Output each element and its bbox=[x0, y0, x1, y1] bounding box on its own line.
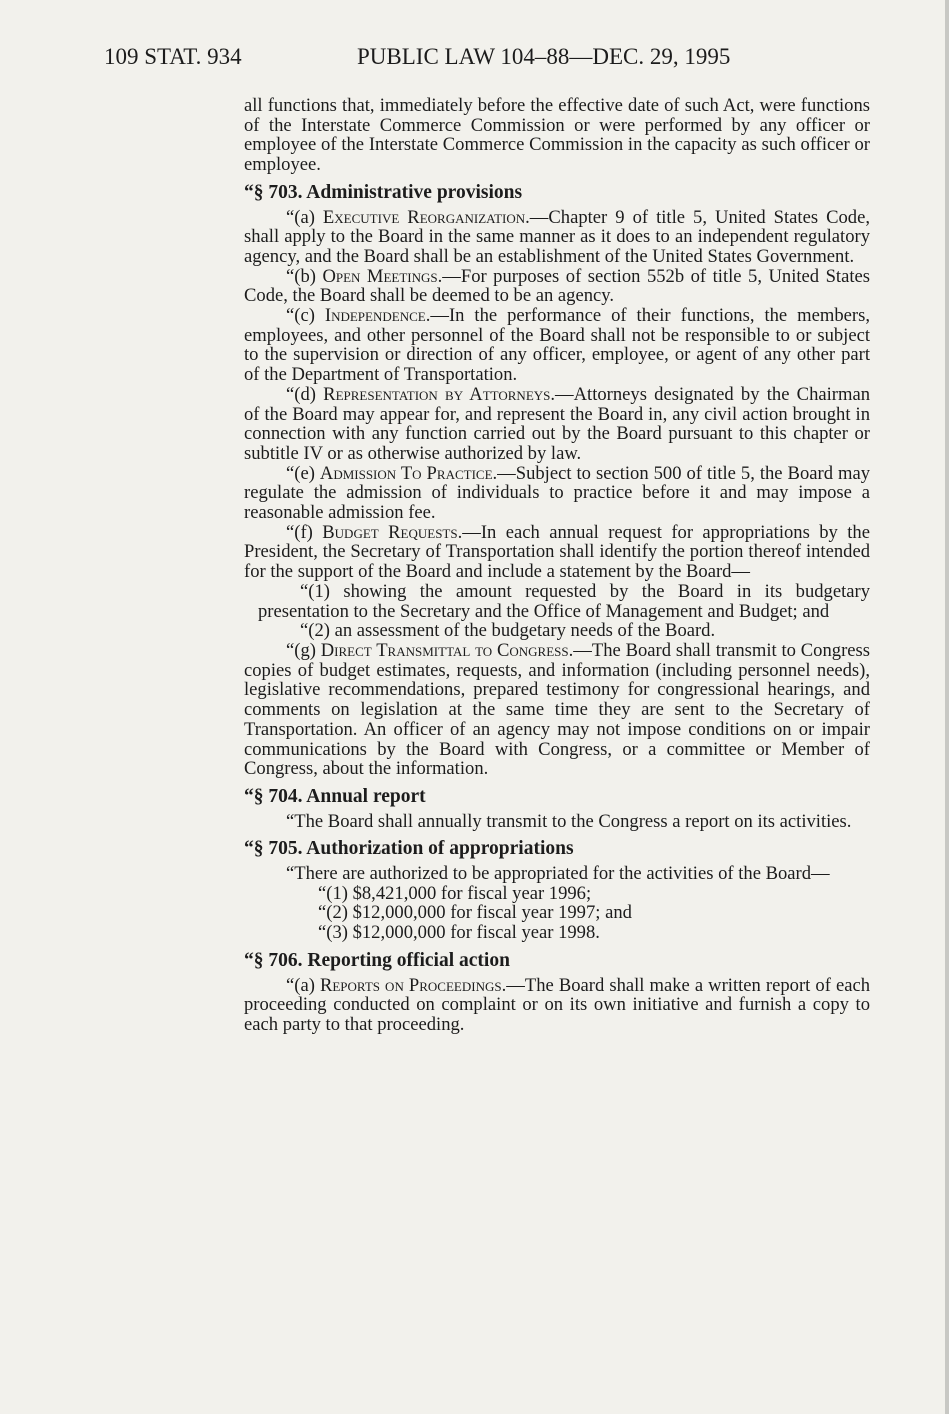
subsection-number: “(c) bbox=[286, 305, 315, 327]
section-706-heading: “§ 706. Reporting official action bbox=[244, 949, 510, 971]
subsection-text: —Chapter 9 of title 5, United States Code, shall apply to the Board in the same manner as it does to an independent regulatory agency, and the Board shall be an establishment of the United States Government. bbox=[244, 206, 870, 267]
subsection-number: “(b) bbox=[286, 265, 316, 287]
section-703-f-paragraph-2: “(2) an assessment of the budgetary needs of the Board. bbox=[300, 620, 716, 642]
section-704-text: “The Board shall annually transmit to the Congress a report on its activities. bbox=[286, 810, 852, 832]
section-703-e bbox=[244, 464, 870, 523]
document-body bbox=[244, 96, 870, 1035]
appropriation-item: “(3) $12,000,000 for fiscal year 1998. bbox=[318, 922, 600, 944]
subsection-heading: Direct Transmittal to Congress. bbox=[320, 639, 574, 661]
subsection-text: —For purposes of section 552b of title 5, United States Code, the Board shall be deemed to be an agency. bbox=[244, 265, 870, 307]
intro-paragraph: all functions that, immediately before the effective date of such Act, were functions of the Interstate Commerce Commission or were performed by any officer or employee of the Interstate Commerce Commission in the capacity as such officer or employee. bbox=[244, 95, 870, 176]
section-703-f-paragraph-1: “(1) showing the amount requested by the Board in its budgetary presentation to the Secretary and the Office of Management and Budget; and bbox=[258, 580, 870, 622]
subsection-number: “(d) bbox=[286, 383, 316, 405]
subsection-heading: Budget Requests. bbox=[322, 521, 463, 543]
section-703-heading: “§ 703. Administrative provisions bbox=[244, 181, 523, 203]
subsection-text: —The Board shall transmit to Congress copies of budget estimates, requests, and information (including personnel needs), legislative recommendations, prepared testimony for congressional hearings, and comments on legislation at the same time they are sent to the Secretary of Transportation. An officer of an agency may not impose conditions on or impair communications by the Board with Congress, or a committee or Member of Congress, about the information. bbox=[244, 639, 870, 780]
subsection-heading: Independence. bbox=[324, 305, 431, 327]
subsection-number: “(a) bbox=[286, 974, 315, 996]
page-edge bbox=[945, 0, 949, 1414]
statute-page-number: 109 STAT. 934 bbox=[104, 44, 242, 69]
subsection-number: “(e) bbox=[286, 462, 315, 484]
subsection-heading: Reports on Proceedings. bbox=[319, 974, 507, 996]
section-705-heading: “§ 705. Authorization of appropriations bbox=[244, 838, 574, 860]
section-703-a bbox=[244, 208, 870, 267]
subsection-text: —The Board shall make a written report of each proceeding conducted on complaint or on its own initiative and furnish a copy to each party to that proceeding. bbox=[244, 974, 871, 1035]
subsection-number: “(g) bbox=[286, 639, 316, 661]
section-704-heading: “§ 704. Annual report bbox=[244, 785, 426, 807]
subsection-number: “(f) bbox=[286, 521, 313, 543]
appropriation-item: “(1) $8,421,000 for fiscal year 1996; bbox=[318, 882, 592, 904]
subsection-heading: Representation by Attorneys. bbox=[323, 383, 556, 405]
subsection-heading: Admission To Practice. bbox=[319, 462, 498, 484]
section-705-text: “There are authorized to be appropriated for the activities of the Board— bbox=[286, 863, 830, 885]
subsection-text: —Attorneys designated by the Chairman of the Board may appear for, and represent the Board in, any civil action brought in connection with any function carried out by the Board pursuant to this chapter or subtitle IV or as otherwise authorized by law. bbox=[244, 383, 870, 464]
section-703-f bbox=[244, 523, 870, 582]
subsection-text: —In the performance of their functions, the members, employees, and other personnel of the Board shall not be responsible to or subject to the supervision or direction of any officer, employee, or agent of any other part of the Department of Transportation. bbox=[244, 305, 870, 386]
section-703-g bbox=[244, 641, 870, 779]
section-703-b bbox=[244, 267, 870, 306]
section-703-c bbox=[244, 306, 870, 385]
section-703-d bbox=[244, 385, 870, 464]
subsection-text: —Subject to section 500 of title 5, the Board may regulate the admission of individuals to practice before it and may impose a reasonable admission fee. bbox=[244, 462, 870, 524]
public-law-title: PUBLIC LAW 104–88—DEC. 29, 1995 bbox=[357, 44, 731, 69]
subsection-number: “(a) bbox=[286, 206, 315, 228]
subsection-heading: Open Meetings. bbox=[322, 265, 443, 287]
subsection-text: —In each annual request for appropriations by the President, the Secretary of Transportation shall identify the portion thereof intended for the support of the Board and include a statement by the Board— bbox=[244, 521, 870, 583]
subsection-heading: Executive Reorganization. bbox=[322, 206, 530, 228]
section-706-a bbox=[244, 976, 870, 1035]
appropriation-item: “(2) $12,000,000 for fiscal year 1997; and bbox=[318, 902, 632, 924]
